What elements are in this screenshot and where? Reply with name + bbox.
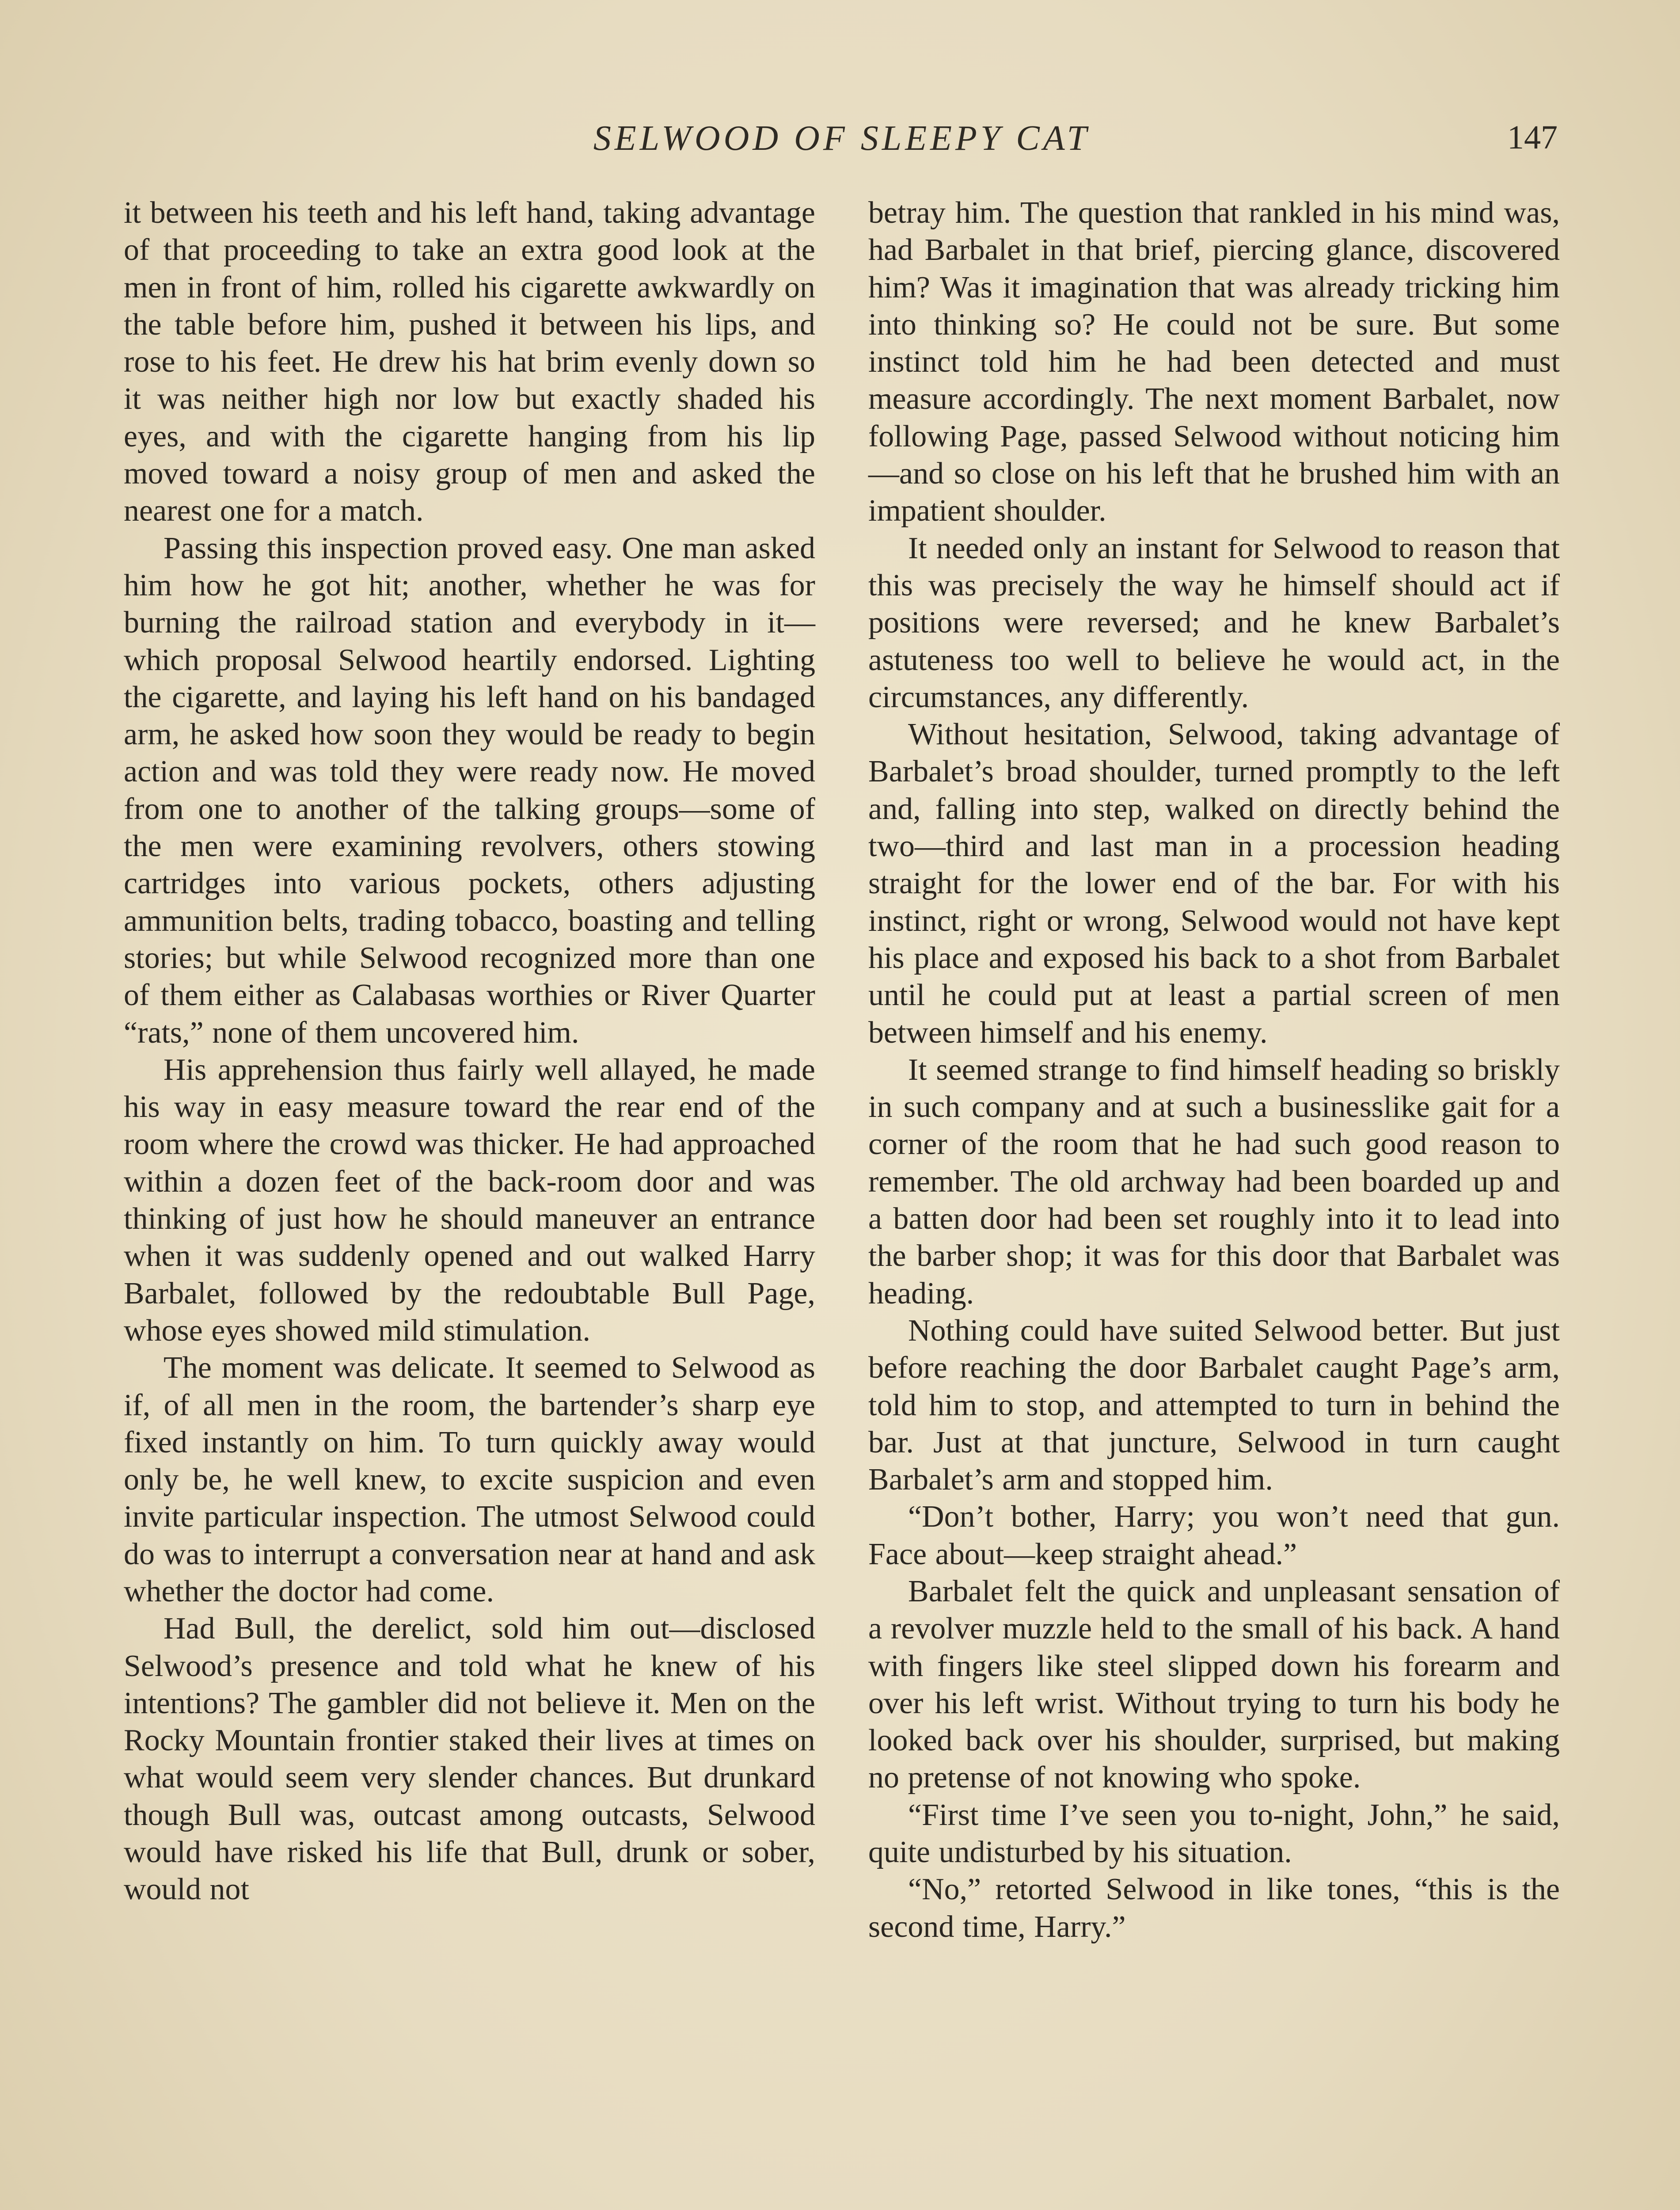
running-title: SELWOOD OF SLEEPY CAT	[593, 119, 1091, 158]
paragraph: “No,” retorted Selwood in like tones, “this is the second time, Harry.”	[868, 1872, 1560, 1944]
paragraph: Passing this inspection proved easy. One man asked him how he got hit; another, whether he was for burning the railroad station and everybody in it—which proposal Selwood heartily endorsed. Lighting the cigarette, and laying his left hand on his bandaged arm, he asked how soon they would be ready to begin action and was told they were ready now. He moved from one to another of the talking groups—some of the men were examining revolvers, others stowing cartridges into various pockets, others adjusting ammunition belts, trading tobacco, boasting and telling stories; but while Selwood recognized more than one of them either as Calabasas worthies or River Quarter “rats,” none of them uncovered him.	[124, 531, 815, 1050]
paragraph: His apprehension thus fairly well allayed, he made his way in easy measure toward the rear end of the room where the crowd was thicker. He had approached within a dozen feet of the back-room door and was thinking of just how he should maneuver an entrance when it was suddenly opened and out walked Harry Barbalet, followed by the redoubtable Bull Page, whose eyes showed mild stimulation.	[124, 1052, 815, 1348]
paragraph: it between his teeth and his left hand, taking advantage of that proceeding to take an extra good look at the men in front of him, rolled his cigarette awkwardly on the table before him, pushed it between his lips, and rose to his feet. He drew his hat brim evenly down so it was neither high nor low but exactly shaded his eyes, and with the cigarette hanging from his lip moved toward a noisy group of men and asked the nearest one for a match.	[124, 196, 815, 528]
left-column	[124, 194, 815, 2210]
paragraph: It needed only an instant for Selwood to reason that this was precisely the way he himself should act if positions were reversed; and he knew Barbalet’s astuteness too well to believe he would act, in the circumstances, any differently.	[868, 531, 1560, 714]
paragraph: “Don’t bother, Harry; you won’t need that gun. Face about—keep straight ahead.”	[868, 1500, 1560, 1571]
paragraph: betray him. The question that rankled in his mind was, had Barbalet in that brief, piercing glance, discovered him? Was it imagination that was already tricking him into thinking so? He could not be sure. But some instinct told him he had been detected and must measure accordingly. The next moment Barbalet, now following Page, passed Selwood without noticing him—and so close on his left that he brushed him with an impatient shoulder.	[868, 196, 1560, 528]
page-number: 147	[1507, 119, 1558, 156]
paragraph: “First time I’ve seen you to-night, John,” he said, quite undisturbed by his situation.	[868, 1798, 1560, 1870]
paragraph: Nothing could have suited Selwood better. But just before reaching the door Barbalet caught Page’s arm, told him to stop, and attempted to turn in behind the bar. Just at that juncture, Selwood in turn caught Barbalet’s arm and stopped him.	[868, 1313, 1560, 1497]
paragraph: Had Bull, the derelict, sold him out—disclosed Selwood’s presence and told what he knew of his intentions? The gambler did not believe it. Men on the Rocky Mountain frontier staked their lives at times on what would seem very slender chances. But drunkard though Bull was, outcast among outcasts, Selwood would have risked his life that Bull, drunk or sober, would not	[124, 1612, 815, 1907]
paragraph: Without hesitation, Selwood, taking advantage of Barbalet’s broad shoulder, turned promptly to the left and, falling into step, walked on directly behind the two—third and last man in a procession heading straight for the lower end of the bar. For with his instinct, right or wrong, Selwood would not have kept his place and exposed his back to a shot from Barbalet until he could put at least a partial screen of men between himself and his enemy.	[868, 717, 1560, 1050]
paragraph: Barbalet felt the quick and unpleasant sensation of a revolver muzzle held to the small of his back. A hand with fingers like steel slipped down his forearm and over his left wrist. Without trying to turn his body he looked back over his shoulder, surprised, but making no pretense of not knowing who spoke.	[868, 1574, 1560, 1795]
text-columns	[124, 194, 1560, 2210]
right-column	[868, 194, 1560, 2210]
page-header	[126, 118, 1558, 167]
paragraph: It seemed strange to find himself heading so briskly in such company and at such a businesslike gait for a corner of the room that he had such good reason to remember. The old archway had been boarded up and a batten door had been set roughly into it to lead into the barber shop; it was for this door that Barbalet was heading.	[868, 1052, 1560, 1311]
paragraph: The moment was delicate. It seemed to Selwood as if, of all men in the room, the bartender’s sharp eye fixed instantly on him. To turn quickly away would only be, he well knew, to excite suspicion and even invite particular inspection. The utmost Selwood could do was to interrupt a conversation near at hand and ask whether the doctor had come.	[124, 1351, 815, 1608]
